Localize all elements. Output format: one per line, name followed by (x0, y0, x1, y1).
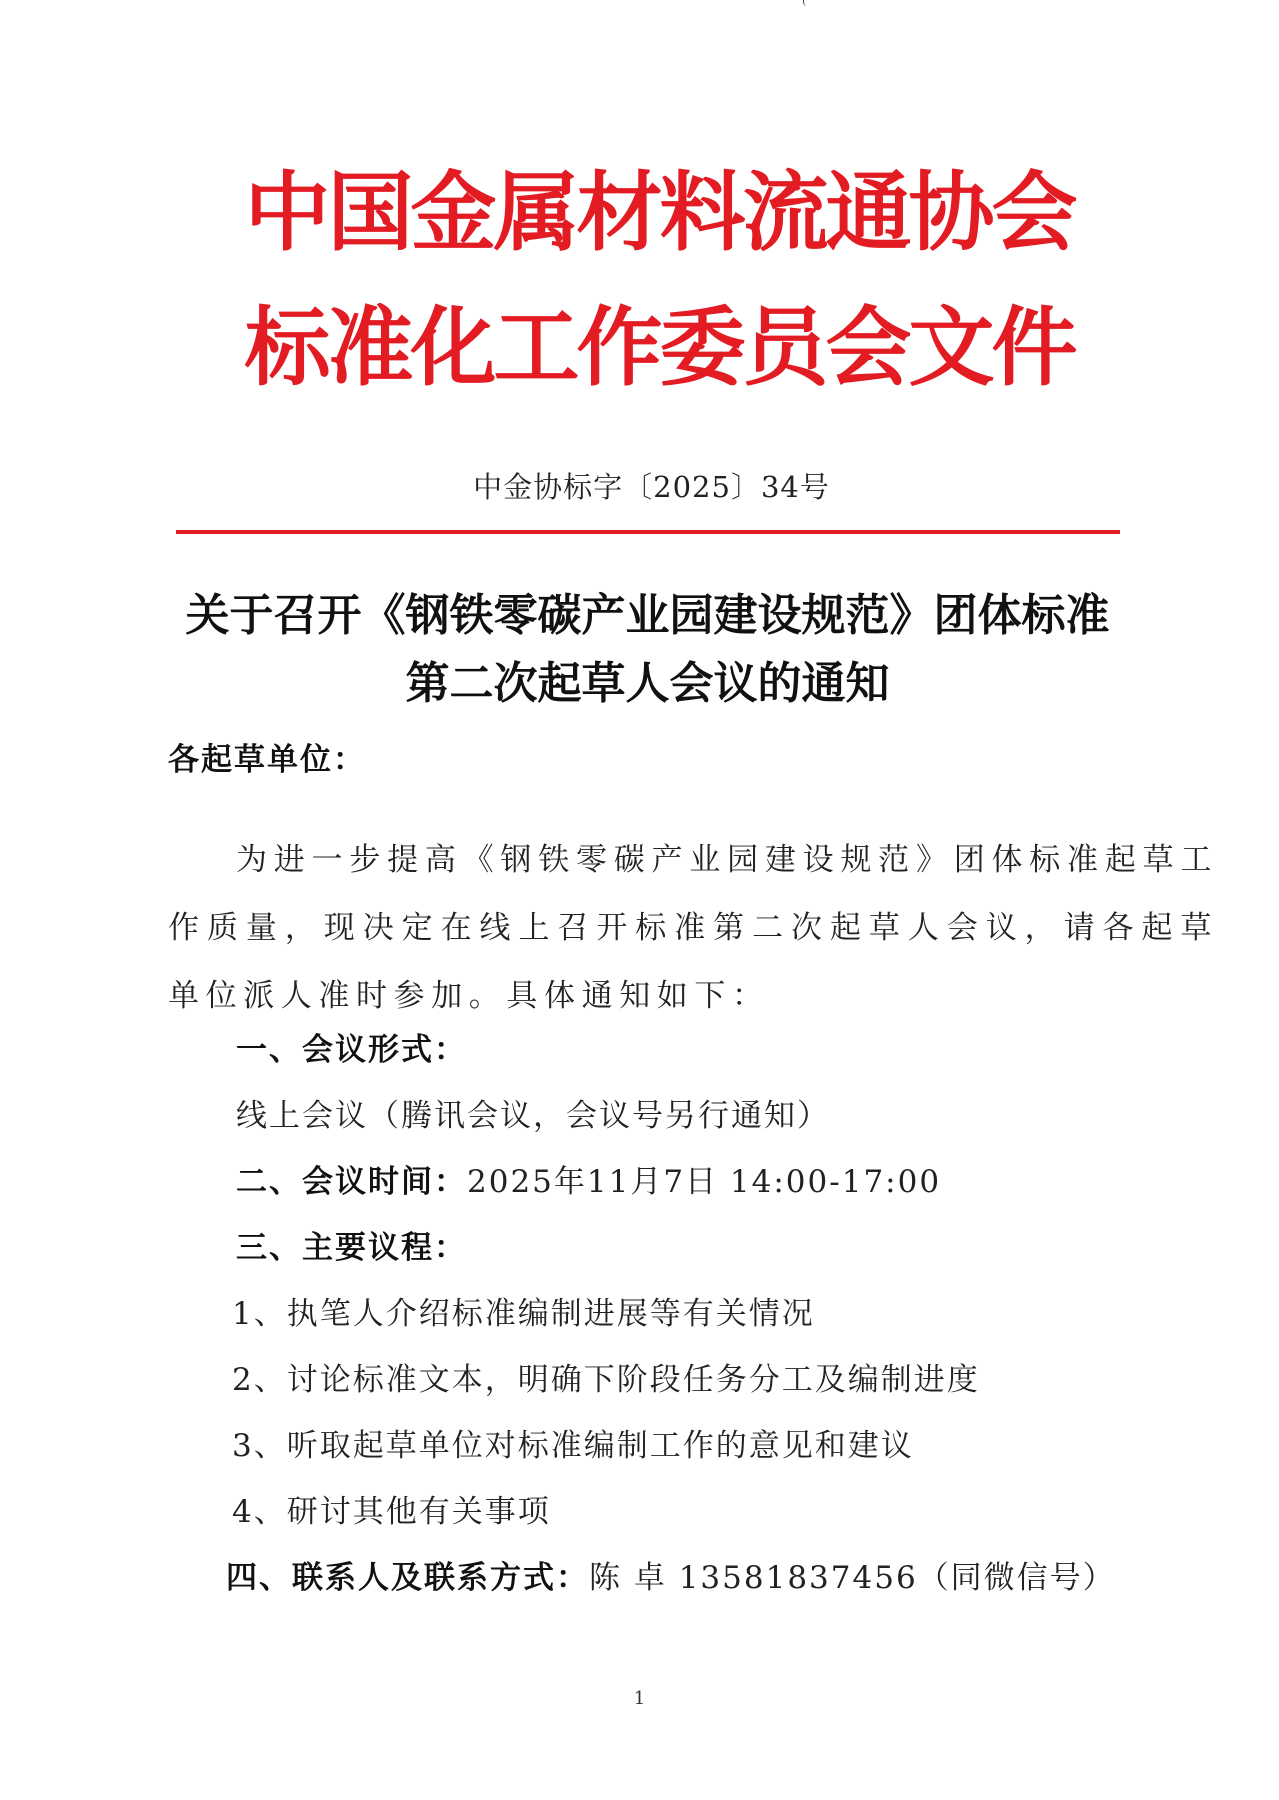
time-heading: 二、会议时间： (236, 1164, 467, 1200)
time-line (236, 1160, 941, 1204)
contact-line (226, 1556, 1116, 1600)
agenda-item: 3、听取起草单位对标准编制工作的意见和建议 (232, 1428, 914, 1464)
subject-line2: 第二次起草人会议的通知 (405, 658, 890, 709)
format-text: 线上会议（腾讯会议，会议号另行通知） (236, 1098, 830, 1134)
issuer-title-line2: 标准化工作委员会文件 (244, 298, 1075, 398)
agenda-heading: 三、主要议程： (236, 1230, 467, 1266)
format-heading: 一、会议形式： (236, 1032, 467, 1068)
contact-text: 陈 卓 13581837456（同微信号） (589, 1560, 1116, 1596)
red-separator-line (176, 530, 1120, 534)
page-number: 1 (633, 1688, 646, 1709)
intro-paragraph: 为进一步提高《钢铁零碳产业园建设规范》团体标准起草工作质量，现决定在线上召开标准第二次起草人会议，请各起草单位派人准时参加。具体通知如下： (168, 842, 1218, 1014)
subject-line1: 关于召开《钢铁零碳产业园建设规范》团体标准 (185, 590, 1110, 641)
scan-mark (803, 0, 808, 6)
agenda-item: 4、研讨其他有关事项 (232, 1494, 551, 1530)
contact-heading: 四、联系人及联系方式： (226, 1560, 589, 1596)
salutation: 各起草单位： (168, 742, 366, 778)
agenda-item: 1、执笔人介绍标准编制进展等有关情况 (232, 1296, 815, 1332)
issuer-title-line1: 中国金属材料流通协会 (244, 163, 1075, 263)
agenda-item: 2、讨论标准文本，明确下阶段任务分工及编制进度 (232, 1362, 980, 1398)
time-text: 2025年11月7日 14:00-17:00 (467, 1164, 942, 1200)
document-number: 中金协标字〔2025〕34号 (473, 470, 830, 504)
